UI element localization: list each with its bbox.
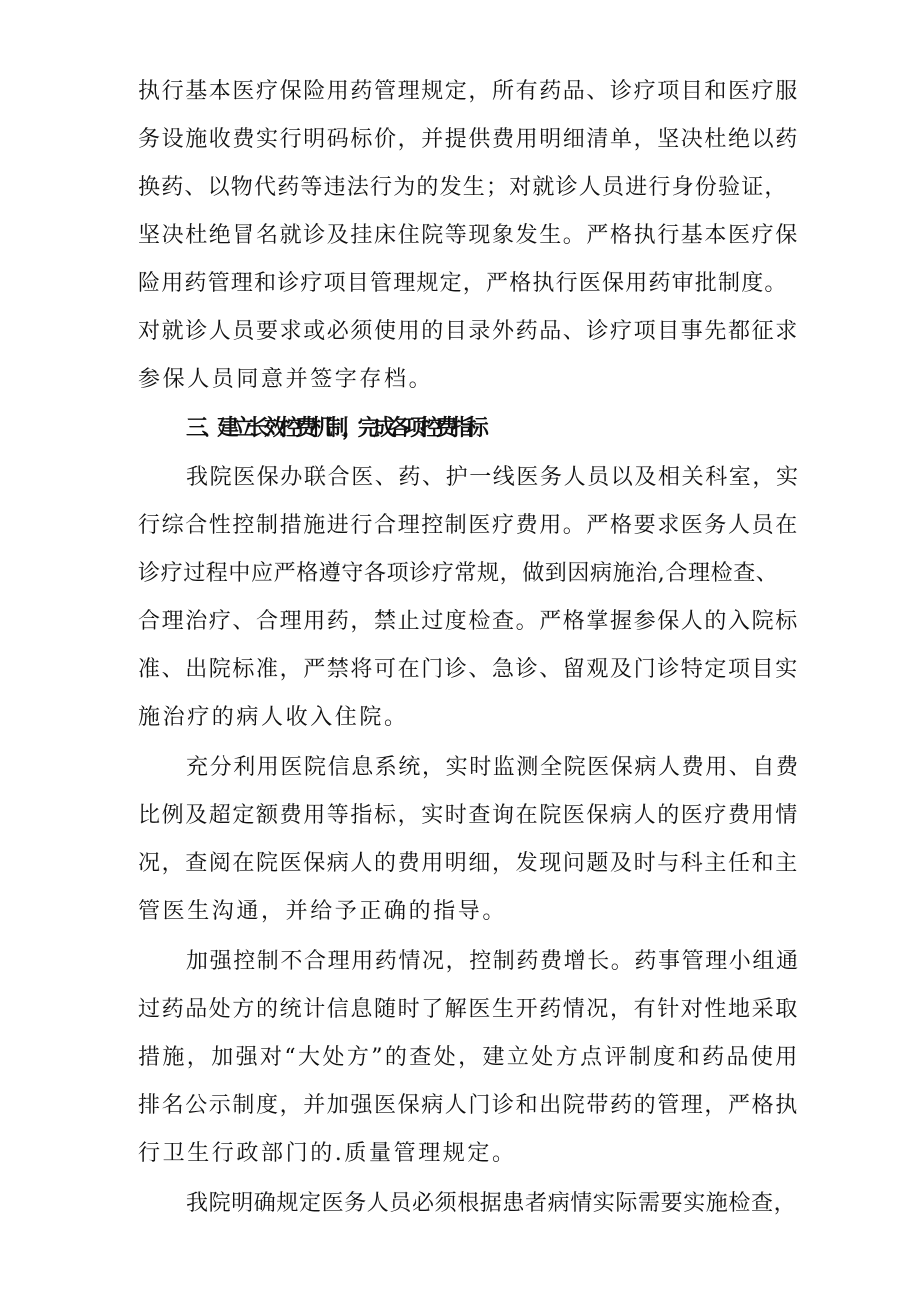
body-text-line: 合理治疗、合理用药，禁止过度检查。严格掌握参保人的入院标 xyxy=(138,609,799,634)
body-text-line: 务设施收费实行明码标价，并提供费用明细清单，坚决杜绝以药 xyxy=(138,127,799,152)
body-text-line: 行综合性控制措施进行合理控制医疗费用。严格要求医务人员在 xyxy=(138,513,799,538)
paragraph-first-line: 充分利用医院信息系统，实时监测全院医保病人费用、自费 xyxy=(186,755,800,780)
body-text-line: 过药品处方的统计信息随时了解医生开药情况，有针对性地采取 xyxy=(138,997,799,1022)
body-text-line: 对就诊人员要求或必须使用的目录外药品、诊疗项目事先都征求 xyxy=(138,319,799,344)
section-heading: 三、建立长效控费机制，完成各项控费指标 xyxy=(186,416,483,441)
body-text-line: 执行基本医疗保险用药管理规定，所有药品、诊疗项目和医疗服 xyxy=(138,79,799,104)
body-text-line: 管医生沟通，并给予正确的指导。 xyxy=(138,899,508,924)
body-text-line: 险用药管理和诊疗项目管理规定，严格执行医保用药审批制度。 xyxy=(138,271,788,296)
paragraph-first-line: 我院医保办联合医、药、护一线医务人员以及相关科室，实 xyxy=(186,465,800,490)
body-text-line: 参保人员同意并签字存档。 xyxy=(138,367,434,392)
body-text-line: 行卫生行政部门的.质量管理规定。 xyxy=(138,1141,517,1166)
body-text-line: 准、出院标准，严禁将可在门诊、急诊、留观及门诊特定项目实 xyxy=(138,657,799,682)
body-text-line: 换药、以物代药等违法行为的发生；对就诊人员进行身份验证， xyxy=(138,175,788,200)
body-text-line: 施治疗的病人收入住院。 xyxy=(138,705,409,730)
body-text-line: 措施，加强对“大处方”的查处，建立处方点评制度和药品使用 xyxy=(138,1045,800,1070)
paragraph-first-line: 我院明确规定医务人员必须根据患者病情实际需要实施检查， xyxy=(186,1191,797,1216)
body-text-line: 坚决杜绝冒名就诊及挂床住院等现象发生。严格执行基本医疗保 xyxy=(138,223,799,248)
body-text-line: 诊疗过程中应严格遵守各项诊疗常规，做到因病施治,合理检查、 xyxy=(138,561,779,586)
paragraph-first-line: 加强控制不合理用药情况，控制药费增长。药事管理小组通 xyxy=(186,949,800,974)
body-text-line: 比例及超定额费用等指标，实时查询在院医保病人的医疗费用情 xyxy=(138,803,799,828)
body-text-line: 排名公示制度，并加强医保病人门诊和出院带药的管理，严格执 xyxy=(138,1093,799,1118)
body-text-line: 况，查阅在院医保病人的费用明细，发现问题及时与科主任和主 xyxy=(138,851,799,876)
